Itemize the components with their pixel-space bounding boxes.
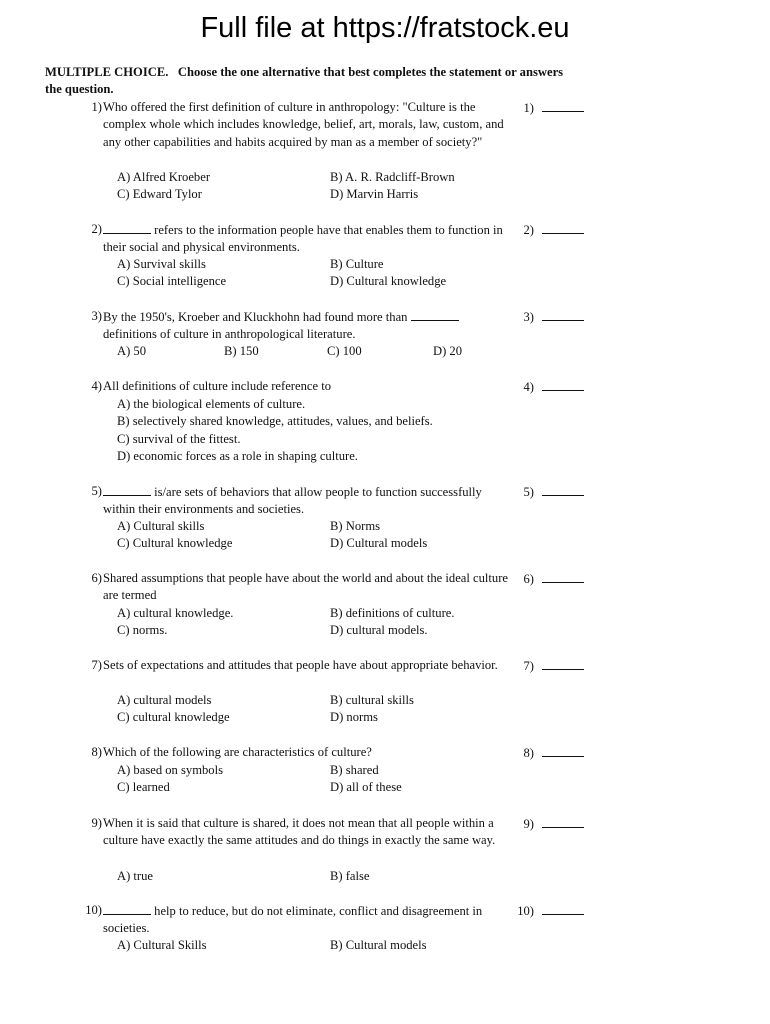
question-number: 10)	[85, 903, 102, 917]
question-number: 5)	[91, 484, 102, 498]
choice-d[interactable]: D) economic forces as a role in shaping culture.	[117, 449, 358, 464]
answer-slot[interactable]	[508, 378, 584, 396]
answer-slot[interactable]	[508, 99, 584, 117]
question-stem: All definitions of culture include reference to	[103, 379, 331, 393]
answer-blank[interactable]	[542, 221, 584, 234]
choices	[117, 256, 537, 291]
question-stem: Shared assumptions that people have about the world and about the ideal culture are termed	[103, 571, 508, 603]
choice-a[interactable]: A) 50	[117, 344, 147, 358]
answer-blank[interactable]	[542, 378, 584, 391]
choice-b[interactable]: B) false	[330, 869, 370, 883]
choice-b[interactable]: B) shared	[330, 763, 379, 777]
choices	[117, 396, 537, 466]
choice-b[interactable]: B) Norms	[330, 519, 381, 533]
section-title: MULTIPLE CHOICE.	[45, 65, 169, 79]
choice-d[interactable]: D) all of these	[330, 780, 402, 795]
question-stem: Which of the following are characteristics of culture?	[103, 745, 372, 759]
choices	[117, 343, 537, 360]
choice-d[interactable]: D) 20	[433, 344, 463, 358]
question-number: 7)	[91, 658, 102, 672]
answer-blank[interactable]	[542, 902, 584, 915]
choice-c[interactable]: C) Edward Tylor	[117, 187, 202, 202]
choice-a[interactable]: A) cultural knowledge.	[117, 606, 234, 620]
choices	[117, 937, 537, 954]
question-stem: help to reduce, but do not eliminate, conflict and disagreement in societies.	[103, 904, 483, 936]
inline-blank	[103, 902, 151, 915]
inline-blank	[103, 221, 151, 234]
choice-b[interactable]: B) A. R. Radcliff-Brown	[330, 170, 455, 184]
choice-a[interactable]: A) Cultural Skills	[117, 938, 207, 952]
question-stem: Who offered the first definition of culture in anthropology: "Culture is the complex whole which includes knowledge, belief, art, morals, law, custom, and any other capabilities and habits acquired by man as a member of society?"	[103, 100, 504, 149]
answer-blank[interactable]	[542, 308, 584, 321]
choice-c[interactable]: C) survival of the fittest.	[117, 431, 241, 446]
answer-blank[interactable]	[542, 815, 584, 828]
choice-b[interactable]: B) Culture	[330, 257, 384, 271]
section-header	[45, 64, 565, 99]
answer-slot[interactable]	[508, 744, 584, 762]
answer-label: 7)	[523, 659, 534, 673]
answer-label: 6)	[523, 572, 534, 586]
choice-c[interactable]: C) Cultural knowledge	[117, 536, 233, 551]
answer-blank[interactable]	[542, 570, 584, 583]
source-banner: Full file at https://fratstock.eu	[200, 12, 570, 44]
question-number: 9)	[91, 816, 102, 830]
choice-c[interactable]: C) learned	[117, 780, 170, 795]
choice-a[interactable]: A) Alfred Kroeber	[117, 170, 211, 184]
answer-label: 10)	[517, 904, 534, 918]
answer-slot[interactable]	[508, 308, 584, 326]
choice-c[interactable]: C) cultural knowledge	[117, 710, 230, 725]
choice-a[interactable]: A) based on symbols	[117, 763, 223, 777]
question-number: 6)	[91, 571, 102, 585]
answer-blank[interactable]	[542, 657, 584, 670]
inline-blank	[103, 483, 151, 496]
choice-b[interactable]: B) 150	[224, 344, 259, 358]
choice-a[interactable]: A) the biological elements of culture.	[117, 397, 306, 411]
answer-label: 4)	[523, 380, 534, 394]
choices	[117, 169, 537, 204]
section-instructions: Choose the one alternative that best completes the statement or answers the question.	[45, 65, 564, 97]
answer-blank[interactable]	[542, 744, 584, 757]
answer-label: 3)	[523, 310, 534, 324]
answer-label: 1)	[523, 101, 534, 115]
choice-c[interactable]: C) 100	[327, 344, 362, 358]
choice-c[interactable]: C) Social intelligence	[117, 274, 227, 289]
question-number: 1)	[91, 100, 102, 114]
choice-a[interactable]: A) cultural models	[117, 693, 212, 707]
choice-d[interactable]: D) cultural models.	[330, 623, 428, 638]
answer-slot[interactable]	[508, 483, 584, 501]
choices	[117, 762, 537, 797]
choice-b[interactable]: B) selectively shared knowledge, attitudes, values, and beliefs.	[117, 414, 433, 429]
choice-a[interactable]: A) true	[117, 869, 154, 883]
choice-d[interactable]: D) Cultural models	[330, 536, 428, 551]
question-stem: Sets of expectations and attitudes that people have about appropriate behavior.	[103, 658, 498, 672]
choice-a[interactable]: A) Cultural skills	[117, 519, 205, 533]
answer-slot[interactable]	[508, 815, 584, 833]
answer-blank[interactable]	[542, 99, 584, 112]
answer-label: 9)	[523, 817, 534, 831]
question-stem: refers to the information people have that enables them to function in their social and physical environments.	[103, 223, 503, 255]
question-number: 2)	[91, 222, 102, 236]
choice-d[interactable]: D) Cultural knowledge	[330, 274, 447, 289]
answer-slot[interactable]	[508, 221, 584, 239]
inline-blank	[411, 308, 459, 321]
choice-a[interactable]: A) Survival skills	[117, 257, 206, 271]
choice-b[interactable]: B) definitions of culture.	[330, 606, 455, 620]
answer-slot[interactable]	[508, 902, 584, 920]
question-number: 4)	[91, 379, 102, 393]
answer-slot[interactable]	[508, 657, 584, 675]
choices	[117, 605, 537, 640]
choices	[117, 868, 537, 885]
choices	[117, 692, 537, 727]
question-stem: is/are sets of behaviors that allow people to function successfully within their environments and societies.	[103, 485, 482, 517]
question-number: 8)	[91, 745, 102, 759]
question-stem: By the 1950's, Kroeber and Kluckhohn had found more than definitions of culture in anthropological literature.	[103, 308, 508, 344]
question-number: 3)	[91, 309, 102, 323]
choice-d[interactable]: D) norms	[330, 710, 378, 725]
choice-b[interactable]: B) Cultural models	[330, 938, 427, 952]
question-stem: When it is said that culture is shared, it does not mean that all people within a culture have exactly the same attitudes and do things in exactly the same way.	[103, 816, 496, 848]
choice-c[interactable]: C) norms.	[117, 623, 168, 638]
choice-d[interactable]: D) Marvin Harris	[330, 187, 419, 202]
choices	[117, 518, 537, 553]
answer-label: 8)	[523, 746, 534, 760]
answer-blank[interactable]	[542, 483, 584, 496]
answer-label: 5)	[523, 485, 534, 499]
choice-b[interactable]: B) cultural skills	[330, 693, 414, 707]
answer-slot[interactable]	[508, 570, 584, 588]
answer-label: 2)	[523, 223, 534, 237]
